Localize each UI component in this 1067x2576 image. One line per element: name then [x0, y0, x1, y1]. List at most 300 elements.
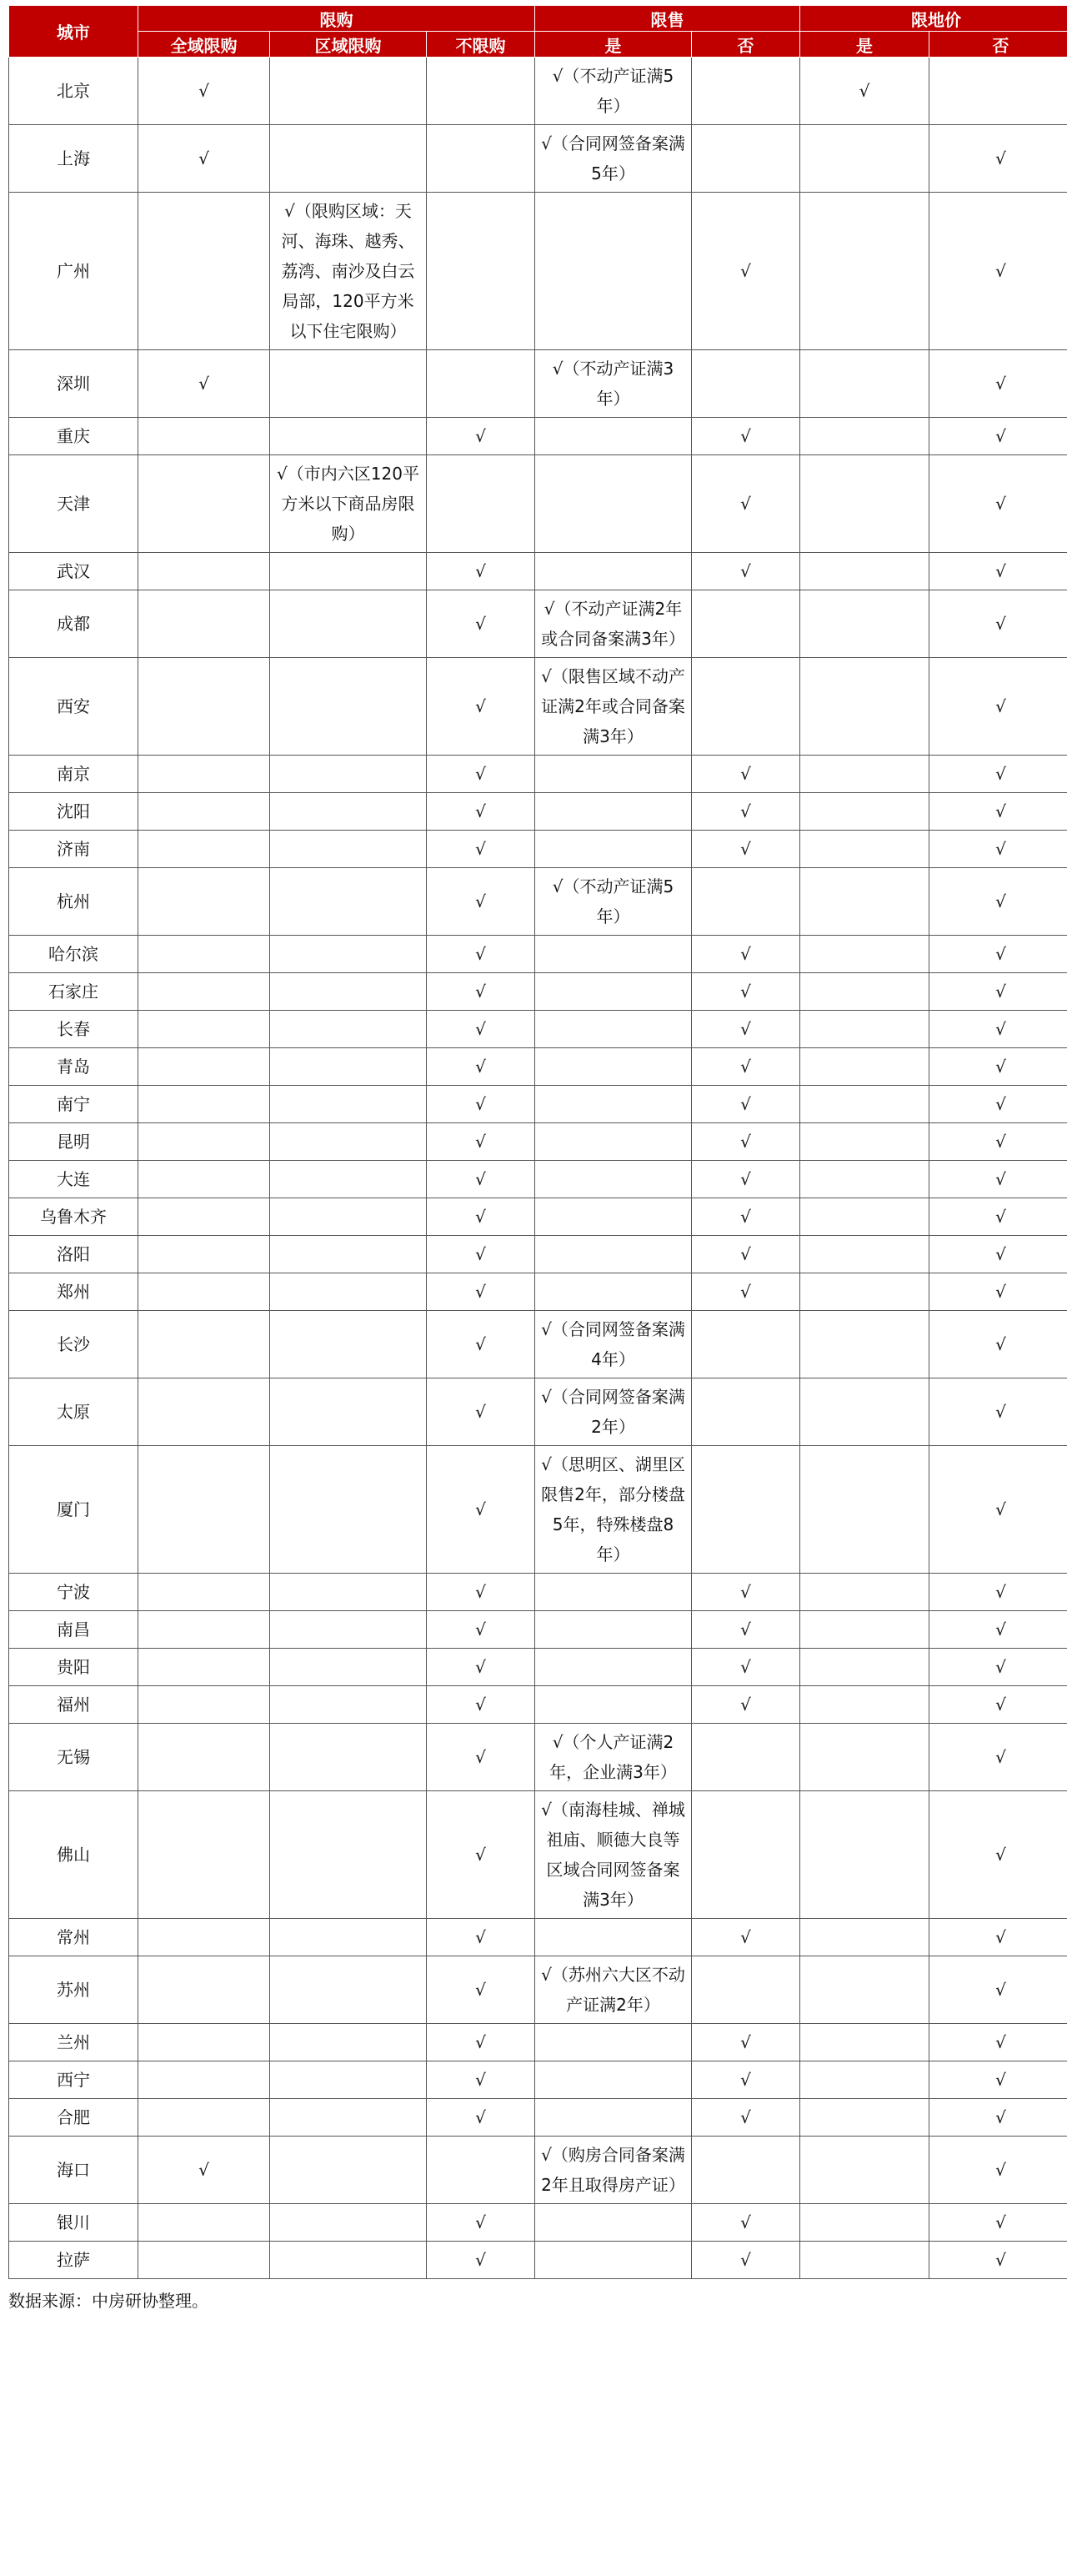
- table-row: [9, 2137, 1067, 2204]
- cell-city: 洛阳: [9, 1236, 138, 1273]
- cell-sale-yes: [535, 1919, 692, 1956]
- cell-sale-yes: √（不动产证满2年或合同备案满3年）: [535, 590, 692, 658]
- cell-sale-no: √: [692, 1123, 800, 1161]
- cell-land-yes: [800, 1956, 929, 2024]
- cell-city: 哈尔滨: [9, 936, 138, 973]
- cell-purchase-zone: [270, 350, 427, 418]
- cell-purchase-none: √: [427, 1161, 535, 1198]
- header-city: 城市: [9, 6, 138, 58]
- cell-city: 北京: [9, 58, 138, 125]
- cell-city: 南宁: [9, 1086, 138, 1123]
- cell-purchase-none: √: [427, 1956, 535, 2024]
- cell-purchase-all: [138, 793, 270, 831]
- cell-sale-no: √: [692, 936, 800, 973]
- cell-land-no: √: [929, 1048, 1067, 1086]
- cell-land-no: √: [929, 1311, 1067, 1378]
- cell-purchase-all: [138, 1611, 270, 1649]
- cell-land-no: √: [929, 658, 1067, 756]
- cell-sale-yes: [535, 418, 692, 455]
- cell-land-no: √: [929, 831, 1067, 868]
- cell-purchase-none: √: [427, 831, 535, 868]
- cell-purchase-all: [138, 1574, 270, 1611]
- cell-land-no: √: [929, 553, 1067, 590]
- cell-land-yes: [800, 1724, 929, 1791]
- table-row: [9, 1574, 1067, 1611]
- cell-purchase-zone: [270, 1686, 427, 1724]
- cell-land-no: √: [929, 1446, 1067, 1574]
- cell-purchase-zone: [270, 125, 427, 193]
- cell-land-no: √: [929, 868, 1067, 936]
- header-sale-no: 否: [692, 32, 800, 58]
- cell-sale-yes: [535, 2024, 692, 2061]
- cell-land-no: √: [929, 590, 1067, 658]
- cell-city: 乌鲁木齐: [9, 1198, 138, 1236]
- cell-land-no: √: [929, 2204, 1067, 2242]
- cell-land-yes: [800, 2204, 929, 2242]
- cell-land-yes: [800, 1198, 929, 1236]
- cell-land-yes: [800, 193, 929, 350]
- cell-purchase-zone: [270, 590, 427, 658]
- cell-sale-yes: [535, 1198, 692, 1236]
- cell-city: 太原: [9, 1378, 138, 1446]
- cell-purchase-all: √: [138, 125, 270, 193]
- cell-purchase-all: [138, 1724, 270, 1791]
- cell-city: 拉萨: [9, 2242, 138, 2279]
- cell-sale-yes: √（不动产证满5年）: [535, 58, 692, 125]
- cell-purchase-zone: [270, 2099, 427, 2137]
- table-row: [9, 193, 1067, 350]
- header-purchase-all: 全域限购: [138, 32, 270, 58]
- cell-purchase-none: √: [427, 418, 535, 455]
- cell-land-no: √: [929, 2099, 1067, 2137]
- cell-sale-yes: [535, 756, 692, 793]
- table-row: [9, 1086, 1067, 1123]
- cell-purchase-zone: [270, 2061, 427, 2099]
- cell-purchase-none: √: [427, 2024, 535, 2061]
- cell-land-no: √: [929, 418, 1067, 455]
- cell-land-yes: [800, 2024, 929, 2061]
- cell-purchase-none: [427, 58, 535, 125]
- cell-sale-yes: √（思明区、湖里区限售2年，部分楼盘5年，特殊楼盘8年）: [535, 1446, 692, 1574]
- cell-sale-yes: [535, 1161, 692, 1198]
- header-sale: 限售: [535, 6, 800, 32]
- cell-purchase-all: [138, 1649, 270, 1686]
- cell-purchase-all: [138, 590, 270, 658]
- table-row: [9, 936, 1067, 973]
- cell-purchase-none: √: [427, 756, 535, 793]
- cell-sale-yes: [535, 553, 692, 590]
- cell-purchase-none: √: [427, 1273, 535, 1311]
- cell-land-yes: [800, 590, 929, 658]
- cell-city: 西宁: [9, 2061, 138, 2099]
- cell-city: 上海: [9, 125, 138, 193]
- cell-land-no: √: [929, 2024, 1067, 2061]
- cell-city: 合肥: [9, 2099, 138, 2137]
- cell-purchase-all: [138, 553, 270, 590]
- cell-purchase-zone: [270, 2137, 427, 2204]
- cell-purchase-all: [138, 1236, 270, 1273]
- cell-purchase-zone: √（市内六区120平方米以下商品房限购）: [270, 455, 427, 553]
- cell-purchase-none: √: [427, 1236, 535, 1273]
- cell-purchase-none: [427, 455, 535, 553]
- cell-land-yes: [800, 125, 929, 193]
- cell-purchase-zone: [270, 1311, 427, 1378]
- cell-purchase-all: √: [138, 58, 270, 125]
- cell-purchase-none: √: [427, 1791, 535, 1919]
- cell-purchase-zone: [270, 2242, 427, 2279]
- cell-sale-yes: [535, 1011, 692, 1048]
- cell-city: 广州: [9, 193, 138, 350]
- cell-sale-yes: [535, 831, 692, 868]
- cell-land-no: √: [929, 193, 1067, 350]
- cell-city: 贵阳: [9, 1649, 138, 1686]
- cell-city: 济南: [9, 831, 138, 868]
- cell-purchase-zone: √（限购区域：天河、海珠、越秀、荔湾、南沙及白云局部，120平方米以下住宅限购）: [270, 193, 427, 350]
- cell-purchase-zone: [270, 2204, 427, 2242]
- cell-land-yes: [800, 1236, 929, 1273]
- cell-sale-yes: [535, 2061, 692, 2099]
- cell-purchase-all: [138, 1956, 270, 2024]
- cell-purchase-none: √: [427, 936, 535, 973]
- table-row: [9, 658, 1067, 756]
- cell-purchase-zone: [270, 1086, 427, 1123]
- cell-purchase-zone: [270, 1161, 427, 1198]
- table-row: [9, 2099, 1067, 2137]
- cell-land-yes: [800, 1273, 929, 1311]
- cell-purchase-none: √: [427, 2099, 535, 2137]
- header-purchase: 限购: [138, 6, 535, 32]
- cell-purchase-none: √: [427, 1048, 535, 1086]
- cell-purchase-all: √: [138, 2137, 270, 2204]
- cell-city: 常州: [9, 1919, 138, 1956]
- cell-sale-yes: √（限售区域不动产证满2年或合同备案满3年）: [535, 658, 692, 756]
- cell-purchase-all: [138, 1446, 270, 1574]
- cell-land-yes: [800, 868, 929, 936]
- cell-city: 苏州: [9, 1956, 138, 2024]
- cell-sale-no: √: [692, 455, 800, 553]
- cell-purchase-zone: [270, 418, 427, 455]
- cell-sale-no: [692, 590, 800, 658]
- cell-city: 福州: [9, 1686, 138, 1724]
- cell-purchase-zone: [270, 1574, 427, 1611]
- cell-land-no: √: [929, 1919, 1067, 1956]
- cell-sale-yes: [535, 1048, 692, 1086]
- cell-purchase-zone: [270, 658, 427, 756]
- cell-purchase-all: [138, 1086, 270, 1123]
- cell-sale-yes: [535, 973, 692, 1011]
- cell-purchase-zone: [270, 1649, 427, 1686]
- cell-purchase-zone: [270, 973, 427, 1011]
- cell-purchase-all: [138, 1011, 270, 1048]
- cell-land-no: √: [929, 1086, 1067, 1123]
- cell-purchase-all: [138, 936, 270, 973]
- cell-land-yes: [800, 455, 929, 553]
- cell-sale-yes: [535, 936, 692, 973]
- table-row: [9, 1123, 1067, 1161]
- cell-sale-yes: [535, 1123, 692, 1161]
- cell-purchase-zone: [270, 936, 427, 973]
- cell-land-no: √: [929, 936, 1067, 973]
- cell-purchase-none: √: [427, 2242, 535, 2279]
- cell-land-no: √: [929, 1611, 1067, 1649]
- cell-purchase-none: √: [427, 1378, 535, 1446]
- cell-purchase-all: [138, 1048, 270, 1086]
- cell-sale-yes: √（苏州六大区不动产证满2年）: [535, 1956, 692, 2024]
- cell-sale-no: √: [692, 831, 800, 868]
- cell-purchase-all: [138, 1378, 270, 1446]
- cell-purchase-all: [138, 193, 270, 350]
- cell-land-yes: [800, 1048, 929, 1086]
- cell-city: 长春: [9, 1011, 138, 1048]
- cell-land-yes: [800, 1086, 929, 1123]
- cell-sale-no: √: [692, 1574, 800, 1611]
- cell-purchase-all: [138, 1161, 270, 1198]
- cell-purchase-none: √: [427, 590, 535, 658]
- cell-purchase-zone: [270, 1123, 427, 1161]
- cell-land-no: √: [929, 793, 1067, 831]
- cell-city: 成都: [9, 590, 138, 658]
- cell-purchase-all: [138, 756, 270, 793]
- cell-purchase-zone: [270, 1378, 427, 1446]
- cell-purchase-zone: [270, 2024, 427, 2061]
- table-row: [9, 1686, 1067, 1724]
- table-row: [9, 2061, 1067, 2099]
- cell-sale-yes: √（不动产证满5年）: [535, 868, 692, 936]
- table-row: [9, 1236, 1067, 1273]
- cell-sale-no: √: [692, 418, 800, 455]
- cell-land-no: √: [929, 2137, 1067, 2204]
- cell-sale-no: √: [692, 1198, 800, 1236]
- cell-purchase-all: [138, 1791, 270, 1919]
- cell-land-yes: [800, 756, 929, 793]
- cell-sale-yes: √（南海桂城、禅城祖庙、顺德大良等区域合同网签备案满3年）: [535, 1791, 692, 1919]
- table-row: [9, 2204, 1067, 2242]
- cell-purchase-zone: [270, 756, 427, 793]
- cell-city: 武汉: [9, 553, 138, 590]
- cell-purchase-zone: [270, 1724, 427, 1791]
- table-row: [9, 2024, 1067, 2061]
- cell-purchase-all: [138, 418, 270, 455]
- cell-sale-yes: √（购房合同备案满2年且取得房产证）: [535, 2137, 692, 2204]
- table-row: [9, 1649, 1067, 1686]
- table-row: [9, 1956, 1067, 2024]
- cell-purchase-all: [138, 1273, 270, 1311]
- cell-purchase-zone: [270, 1919, 427, 1956]
- header-purchase-zone: 区域限购: [270, 32, 427, 58]
- cell-sale-no: [692, 58, 800, 125]
- cell-purchase-none: √: [427, 1311, 535, 1378]
- cell-land-yes: [800, 2061, 929, 2099]
- cell-city: 大连: [9, 1161, 138, 1198]
- cell-land-no: √: [929, 973, 1067, 1011]
- cell-sale-yes: [535, 1236, 692, 1273]
- cell-land-yes: √: [800, 58, 929, 125]
- cell-purchase-all: [138, 1311, 270, 1378]
- cell-purchase-none: √: [427, 868, 535, 936]
- cell-land-yes: [800, 1123, 929, 1161]
- cell-land-yes: [800, 1446, 929, 1574]
- cell-sale-no: [692, 1724, 800, 1791]
- cell-land-yes: [800, 2099, 929, 2137]
- cell-land-no: √: [929, 1161, 1067, 1198]
- table-row: [9, 553, 1067, 590]
- cell-sale-no: [692, 1311, 800, 1378]
- cell-sale-no: √: [692, 193, 800, 350]
- cell-city: 深圳: [9, 350, 138, 418]
- header-land-yes: 是: [800, 32, 929, 58]
- cell-land-no: √: [929, 1198, 1067, 1236]
- cell-city: 长沙: [9, 1311, 138, 1378]
- cell-purchase-all: [138, 1198, 270, 1236]
- table-row: [9, 973, 1067, 1011]
- cell-purchase-all: [138, 831, 270, 868]
- cell-purchase-all: [138, 868, 270, 936]
- cell-city: 银川: [9, 2204, 138, 2242]
- cell-city: 青岛: [9, 1048, 138, 1086]
- cell-city: 兰州: [9, 2024, 138, 2061]
- cell-purchase-all: √: [138, 350, 270, 418]
- cell-purchase-none: [427, 125, 535, 193]
- cell-sale-no: √: [692, 553, 800, 590]
- table-row: [9, 418, 1067, 455]
- cell-purchase-zone: [270, 1048, 427, 1086]
- cell-city: 无锡: [9, 1724, 138, 1791]
- cell-purchase-none: √: [427, 1611, 535, 1649]
- cell-sale-no: √: [692, 1048, 800, 1086]
- cell-land-yes: [800, 1611, 929, 1649]
- table-row: [9, 1273, 1067, 1311]
- cell-sale-yes: [535, 1611, 692, 1649]
- cell-sale-no: [692, 658, 800, 756]
- policy-table: [8, 5, 1067, 2279]
- header-land-no: 否: [929, 32, 1067, 58]
- cell-land-no: √: [929, 1378, 1067, 1446]
- cell-purchase-zone: [270, 1956, 427, 2024]
- cell-sale-no: √: [692, 1161, 800, 1198]
- cell-city: 天津: [9, 455, 138, 553]
- cell-purchase-none: √: [427, 658, 535, 756]
- table-row: [9, 793, 1067, 831]
- cell-land-yes: [800, 350, 929, 418]
- table-row: [9, 1791, 1067, 1919]
- table-row: [9, 831, 1067, 868]
- cell-purchase-none: √: [427, 1446, 535, 1574]
- table-row: [9, 1724, 1067, 1791]
- cell-purchase-all: [138, 1123, 270, 1161]
- cell-purchase-none: √: [427, 1724, 535, 1791]
- cell-sale-yes: [535, 1686, 692, 1724]
- cell-land-yes: [800, 1686, 929, 1724]
- cell-sale-no: √: [692, 793, 800, 831]
- cell-sale-no: √: [692, 1919, 800, 1956]
- cell-purchase-none: [427, 2137, 535, 2204]
- cell-sale-no: √: [692, 2061, 800, 2099]
- table-row: [9, 1311, 1067, 1378]
- cell-purchase-zone: [270, 1011, 427, 1048]
- cell-sale-yes: √（合同网签备案满2年）: [535, 1378, 692, 1446]
- cell-purchase-zone: [270, 868, 427, 936]
- cell-land-no: √: [929, 1956, 1067, 2024]
- cell-land-no: √: [929, 1123, 1067, 1161]
- cell-sale-no: √: [692, 756, 800, 793]
- cell-land-no: √: [929, 1791, 1067, 1919]
- cell-city: 重庆: [9, 418, 138, 455]
- cell-sale-no: √: [692, 2242, 800, 2279]
- cell-purchase-none: √: [427, 1919, 535, 1956]
- cell-purchase-zone: [270, 793, 427, 831]
- cell-city: 昆明: [9, 1123, 138, 1161]
- cell-city: 沈阳: [9, 793, 138, 831]
- table-row: [9, 1198, 1067, 1236]
- cell-land-no: √: [929, 1574, 1067, 1611]
- cell-sale-yes: √（不动产证满3年）: [535, 350, 692, 418]
- cell-sale-yes: [535, 2242, 692, 2279]
- cell-purchase-zone: [270, 1611, 427, 1649]
- cell-land-no: √: [929, 1649, 1067, 1686]
- cell-land-yes: [800, 418, 929, 455]
- cell-sale-no: √: [692, 1086, 800, 1123]
- cell-land-yes: [800, 2242, 929, 2279]
- cell-city: 佛山: [9, 1791, 138, 1919]
- cell-purchase-all: [138, 973, 270, 1011]
- cell-land-no: √: [929, 1273, 1067, 1311]
- cell-purchase-all: [138, 1686, 270, 1724]
- table-row: [9, 1919, 1067, 1956]
- cell-purchase-zone: [270, 58, 427, 125]
- cell-purchase-all: [138, 658, 270, 756]
- cell-purchase-none: √: [427, 1086, 535, 1123]
- cell-land-yes: [800, 973, 929, 1011]
- cell-land-no: √: [929, 1724, 1067, 1791]
- source-note: 数据来源：中房研协整理。: [8, 2291, 208, 2311]
- cell-land-yes: [800, 553, 929, 590]
- cell-purchase-zone: [270, 553, 427, 590]
- cell-land-yes: [800, 1011, 929, 1048]
- cell-land-no: √: [929, 1686, 1067, 1724]
- cell-land-yes: [800, 658, 929, 756]
- cell-purchase-none: √: [427, 2204, 535, 2242]
- cell-purchase-zone: [270, 1273, 427, 1311]
- cell-sale-yes: [535, 793, 692, 831]
- table-row: [9, 1011, 1067, 1048]
- cell-purchase-zone: [270, 1446, 427, 1574]
- cell-sale-yes: [535, 1649, 692, 1686]
- cell-sale-no: [692, 2137, 800, 2204]
- table-header: [9, 6, 1067, 58]
- cell-city: 南昌: [9, 1611, 138, 1649]
- cell-purchase-none: √: [427, 1574, 535, 1611]
- cell-sale-yes: √（合同网签备案满4年）: [535, 1311, 692, 1378]
- cell-land-yes: [800, 1919, 929, 1956]
- cell-land-no: √: [929, 1236, 1067, 1273]
- cell-land-yes: [800, 1574, 929, 1611]
- table-row: [9, 58, 1067, 125]
- cell-city: 杭州: [9, 868, 138, 936]
- cell-land-yes: [800, 2137, 929, 2204]
- cell-sale-no: [692, 125, 800, 193]
- cell-purchase-none: [427, 193, 535, 350]
- cell-purchase-none: √: [427, 2061, 535, 2099]
- cell-land-no: √: [929, 125, 1067, 193]
- cell-sale-no: √: [692, 1611, 800, 1649]
- cell-purchase-none: √: [427, 973, 535, 1011]
- table-row: [9, 868, 1067, 936]
- cell-purchase-all: [138, 1919, 270, 1956]
- cell-sale-no: √: [692, 2204, 800, 2242]
- cell-land-no: √: [929, 455, 1067, 553]
- cell-sale-no: [692, 868, 800, 936]
- cell-purchase-all: [138, 2242, 270, 2279]
